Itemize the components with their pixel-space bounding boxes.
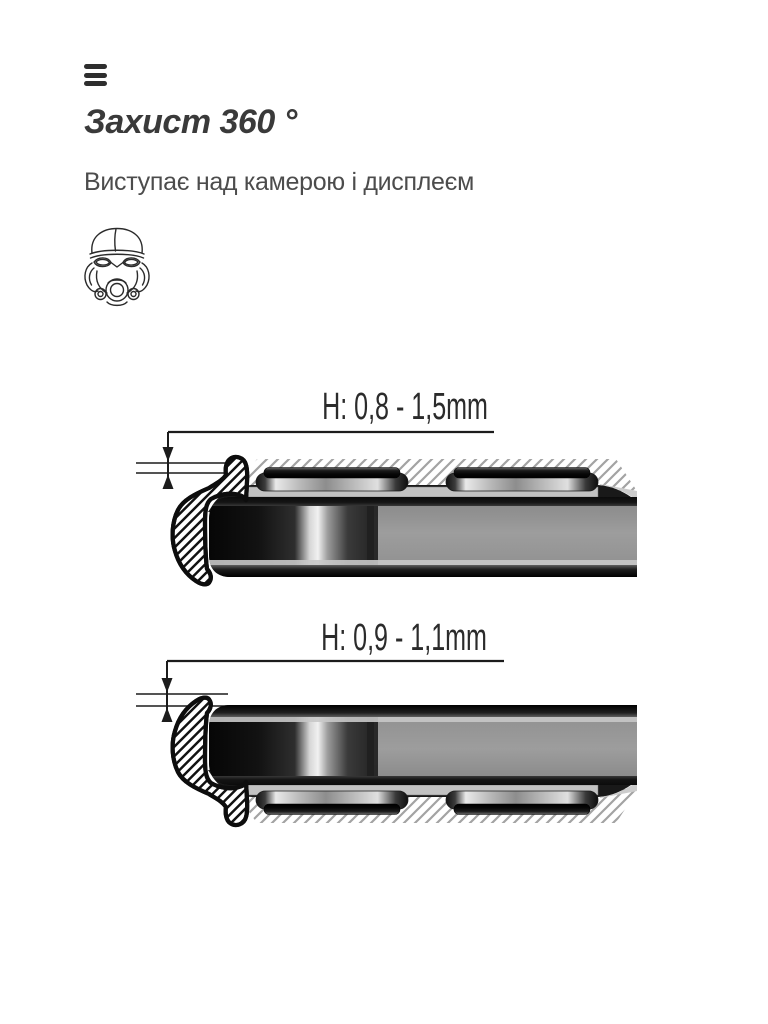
dimension-label-display: H: 0,9 - 1,1mm — [321, 615, 487, 659]
page-title: Захист 360 ° — [84, 103, 297, 141]
phone-with-case-camera-up — [160, 445, 637, 595]
dimension-label-camera: H: 0,8 - 1,5mm — [322, 384, 488, 428]
diagram-display-side — [136, 616, 637, 837]
phone-with-case-camera-down — [160, 687, 637, 837]
diagram-camera-side — [136, 385, 637, 595]
page-subtitle: Виступає над камерою і дисплеєм — [84, 168, 474, 196]
